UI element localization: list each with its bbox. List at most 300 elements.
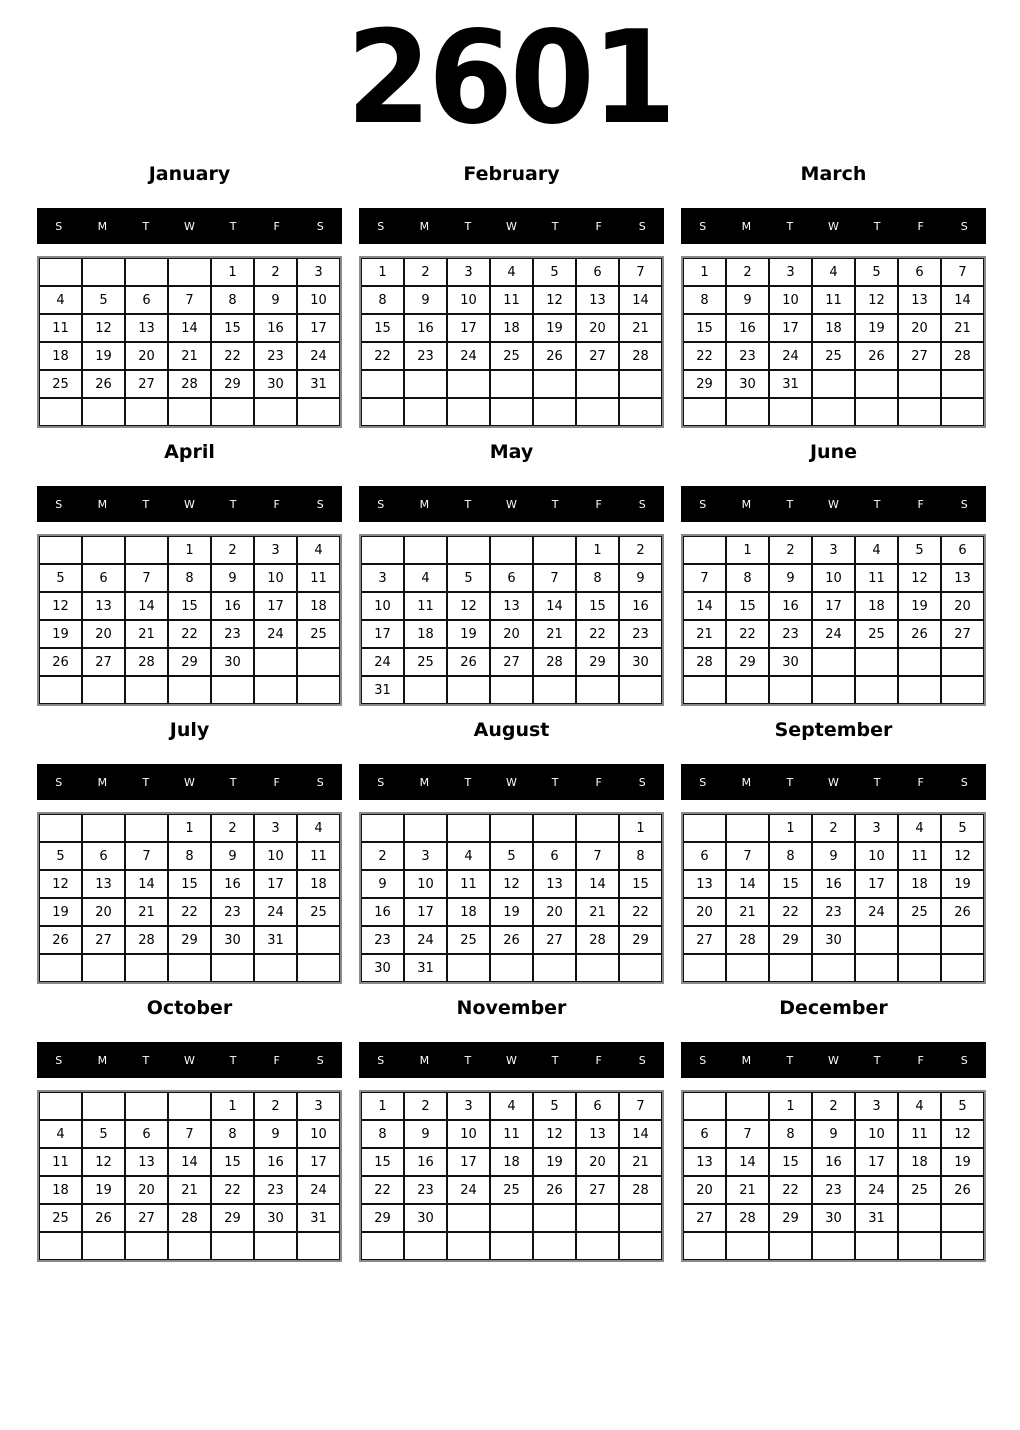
day-cell (490, 814, 533, 842)
weekday-label: M (741, 775, 752, 789)
month-august (359, 706, 664, 984)
day-cell: 27 (82, 648, 125, 676)
day-cell (82, 536, 125, 564)
weekday-label: M (741, 497, 752, 511)
day-cell: 14 (941, 286, 984, 314)
day-cell: 21 (683, 620, 726, 648)
weekday-header-row (681, 1042, 986, 1078)
day-cell: 2 (361, 842, 404, 870)
day-cell: 19 (533, 1148, 576, 1176)
month-name: January (148, 163, 231, 185)
day-cell (39, 536, 82, 564)
weekday-header-row (681, 764, 986, 800)
day-cell (490, 398, 533, 426)
day-cell: 30 (211, 648, 254, 676)
day-cell (533, 676, 576, 704)
day-cell: 2 (726, 258, 769, 286)
weekday-label: T (142, 775, 150, 789)
day-cell: 16 (254, 1148, 297, 1176)
day-cell: 25 (898, 1176, 941, 1204)
day-cell (683, 676, 726, 704)
day-cell: 3 (855, 1092, 898, 1120)
weekday-label: M (97, 775, 108, 789)
day-cell: 22 (361, 1176, 404, 1204)
day-cell: 12 (941, 1120, 984, 1148)
weekday-label: W (506, 775, 517, 789)
day-cell: 6 (533, 842, 576, 870)
day-cell: 13 (82, 592, 125, 620)
day-cell: 26 (82, 1204, 125, 1232)
day-cell (769, 676, 812, 704)
month-march (681, 150, 986, 428)
day-grid (681, 1090, 986, 1262)
day-grid (681, 534, 986, 706)
day-cell: 13 (125, 314, 168, 342)
day-cell: 24 (812, 620, 855, 648)
year-title: 2601 (346, 4, 674, 153)
day-cell: 15 (361, 314, 404, 342)
day-cell: 17 (361, 620, 404, 648)
day-cell (211, 676, 254, 704)
day-cell: 30 (769, 648, 812, 676)
day-cell: 4 (898, 814, 941, 842)
weekday-label: T (464, 219, 472, 233)
day-cell: 29 (211, 370, 254, 398)
day-cell: 22 (211, 342, 254, 370)
day-cell (297, 1232, 340, 1260)
day-cell: 21 (941, 314, 984, 342)
day-cell: 22 (769, 898, 812, 926)
day-cell (447, 676, 490, 704)
day-cell (168, 258, 211, 286)
day-cell: 3 (812, 536, 855, 564)
weekday-header-row (681, 486, 986, 522)
day-cell: 23 (619, 620, 662, 648)
day-cell: 26 (490, 926, 533, 954)
weekday-label: W (184, 219, 195, 233)
weekday-label: M (419, 497, 430, 511)
day-cell (855, 954, 898, 982)
day-grid (359, 812, 664, 984)
day-cell: 30 (404, 1204, 447, 1232)
day-cell: 3 (855, 814, 898, 842)
day-cell (941, 648, 984, 676)
weekday-header-row (681, 208, 986, 244)
day-cell: 19 (82, 1176, 125, 1204)
day-cell (404, 814, 447, 842)
day-cell: 19 (490, 898, 533, 926)
day-cell (726, 1232, 769, 1260)
weekday-label: T (464, 497, 472, 511)
day-cell (490, 1232, 533, 1260)
day-cell (297, 926, 340, 954)
day-cell: 18 (490, 1148, 533, 1176)
day-cell: 15 (683, 314, 726, 342)
day-cell: 20 (898, 314, 941, 342)
day-cell: 13 (533, 870, 576, 898)
day-cell: 27 (683, 1204, 726, 1232)
day-cell (125, 814, 168, 842)
day-cell: 15 (361, 1148, 404, 1176)
day-cell: 8 (361, 286, 404, 314)
day-cell (855, 676, 898, 704)
day-cell: 17 (855, 1148, 898, 1176)
weekday-label: T (786, 497, 794, 511)
weekday-label: T (142, 1053, 150, 1067)
day-cell: 25 (855, 620, 898, 648)
day-cell: 25 (404, 648, 447, 676)
day-cell (361, 1232, 404, 1260)
day-cell: 6 (941, 536, 984, 564)
weekday-label: M (97, 1053, 108, 1067)
weekday-label: S (960, 1053, 968, 1067)
day-cell (576, 954, 619, 982)
day-cell: 15 (769, 1148, 812, 1176)
day-cell (404, 370, 447, 398)
weekday-header-row (359, 1042, 664, 1078)
day-cell: 9 (769, 564, 812, 592)
day-cell (898, 648, 941, 676)
day-cell: 10 (812, 564, 855, 592)
day-cell (855, 648, 898, 676)
day-cell: 9 (404, 1120, 447, 1148)
day-cell: 17 (254, 870, 297, 898)
day-cell (490, 954, 533, 982)
weekday-label: S (316, 219, 324, 233)
day-cell: 20 (683, 1176, 726, 1204)
day-cell: 10 (855, 842, 898, 870)
day-cell (941, 954, 984, 982)
day-cell (361, 398, 404, 426)
day-cell (769, 954, 812, 982)
day-cell: 17 (447, 314, 490, 342)
weekday-label: F (917, 497, 924, 511)
day-cell (211, 398, 254, 426)
day-cell (125, 1092, 168, 1120)
weekday-label: S (699, 497, 707, 511)
day-cell: 22 (361, 342, 404, 370)
day-cell: 4 (447, 842, 490, 870)
day-cell: 19 (533, 314, 576, 342)
day-cell: 16 (361, 898, 404, 926)
day-cell (254, 398, 297, 426)
day-cell: 12 (490, 870, 533, 898)
day-cell: 11 (855, 564, 898, 592)
day-cell (941, 926, 984, 954)
day-cell: 6 (82, 842, 125, 870)
weekday-label: W (828, 775, 839, 789)
day-cell: 24 (254, 620, 297, 648)
day-cell (361, 536, 404, 564)
day-cell (361, 370, 404, 398)
weekday-label: T (551, 497, 559, 511)
day-cell (404, 536, 447, 564)
day-cell (855, 926, 898, 954)
day-cell: 3 (447, 258, 490, 286)
weekday-label: T (229, 219, 237, 233)
day-cell: 21 (576, 898, 619, 926)
day-cell (125, 258, 168, 286)
day-cell (168, 398, 211, 426)
day-cell: 2 (769, 536, 812, 564)
day-cell: 8 (726, 564, 769, 592)
day-cell: 26 (82, 370, 125, 398)
weekday-label: T (142, 497, 150, 511)
day-cell: 4 (812, 258, 855, 286)
day-cell: 9 (619, 564, 662, 592)
day-grid (359, 1090, 664, 1262)
day-cell: 20 (683, 898, 726, 926)
day-cell: 2 (619, 536, 662, 564)
day-cell: 18 (812, 314, 855, 342)
day-cell: 21 (726, 898, 769, 926)
day-cell (168, 954, 211, 982)
day-cell: 20 (490, 620, 533, 648)
day-cell: 10 (297, 1120, 340, 1148)
day-cell: 18 (898, 1148, 941, 1176)
day-cell: 29 (211, 1204, 254, 1232)
day-cell: 13 (683, 870, 726, 898)
day-cell (447, 370, 490, 398)
weekday-label: T (464, 775, 472, 789)
day-cell: 13 (941, 564, 984, 592)
day-cell: 2 (404, 1092, 447, 1120)
day-cell: 23 (404, 342, 447, 370)
day-cell: 25 (39, 1204, 82, 1232)
weekday-label: S (699, 1053, 707, 1067)
day-cell: 12 (82, 1148, 125, 1176)
day-cell: 28 (125, 648, 168, 676)
day-cell: 10 (769, 286, 812, 314)
day-cell (211, 954, 254, 982)
day-cell: 8 (211, 286, 254, 314)
day-cell: 22 (211, 1176, 254, 1204)
day-cell: 21 (619, 1148, 662, 1176)
day-cell: 13 (576, 1120, 619, 1148)
day-cell: 27 (683, 926, 726, 954)
weekday-label: M (741, 1053, 752, 1067)
day-cell: 11 (490, 286, 533, 314)
day-cell: 29 (769, 1204, 812, 1232)
month-september (681, 706, 986, 984)
day-cell: 21 (726, 1176, 769, 1204)
day-cell: 10 (297, 286, 340, 314)
day-cell: 29 (683, 370, 726, 398)
day-cell: 31 (297, 1204, 340, 1232)
day-cell (855, 1232, 898, 1260)
weekday-label: S (638, 219, 646, 233)
day-cell: 20 (576, 314, 619, 342)
day-cell (683, 536, 726, 564)
day-cell: 14 (168, 314, 211, 342)
day-cell: 8 (361, 1120, 404, 1148)
day-cell (619, 954, 662, 982)
day-cell: 10 (254, 842, 297, 870)
day-cell: 26 (941, 1176, 984, 1204)
weekday-label: W (506, 1053, 517, 1067)
day-cell: 6 (125, 286, 168, 314)
day-cell: 21 (168, 1176, 211, 1204)
day-cell: 1 (168, 536, 211, 564)
day-cell: 14 (619, 286, 662, 314)
calendar-page (0, 4, 1020, 1262)
day-cell: 7 (726, 842, 769, 870)
day-cell: 15 (619, 870, 662, 898)
weekday-label: S (316, 497, 324, 511)
day-cell: 17 (447, 1148, 490, 1176)
day-cell (168, 676, 211, 704)
day-cell: 13 (576, 286, 619, 314)
day-cell (533, 536, 576, 564)
weekday-header-row (37, 1042, 342, 1078)
day-cell: 14 (726, 870, 769, 898)
weekday-header-row (359, 764, 664, 800)
day-cell: 30 (812, 1204, 855, 1232)
day-cell: 22 (619, 898, 662, 926)
day-cell (82, 398, 125, 426)
weekday-label: W (184, 497, 195, 511)
day-cell: 15 (726, 592, 769, 620)
day-cell (39, 258, 82, 286)
day-cell: 8 (576, 564, 619, 592)
day-cell: 16 (769, 592, 812, 620)
day-cell: 30 (254, 370, 297, 398)
day-cell: 4 (404, 564, 447, 592)
month-name: October (146, 997, 233, 1019)
weekday-label: S (377, 775, 385, 789)
day-cell: 6 (576, 1092, 619, 1120)
weekday-label: T (551, 1053, 559, 1067)
weekday-header-row (359, 208, 664, 244)
day-cell: 24 (254, 898, 297, 926)
day-cell (254, 676, 297, 704)
day-cell: 1 (361, 258, 404, 286)
weekday-label: S (377, 1053, 385, 1067)
day-cell: 29 (576, 648, 619, 676)
day-cell: 2 (404, 258, 447, 286)
day-cell: 12 (941, 842, 984, 870)
weekday-label: F (595, 219, 602, 233)
day-cell: 28 (576, 926, 619, 954)
day-cell: 9 (211, 564, 254, 592)
day-cell: 9 (726, 286, 769, 314)
weekday-label: T (873, 1053, 881, 1067)
day-cell: 6 (576, 258, 619, 286)
day-cell: 9 (211, 842, 254, 870)
day-cell: 7 (533, 564, 576, 592)
day-cell: 4 (297, 814, 340, 842)
day-cell: 15 (211, 1148, 254, 1176)
day-cell: 13 (683, 1148, 726, 1176)
day-cell: 21 (619, 314, 662, 342)
day-cell: 23 (361, 926, 404, 954)
month-name: March (800, 163, 867, 185)
day-cell: 14 (533, 592, 576, 620)
day-cell: 2 (254, 258, 297, 286)
day-cell (82, 258, 125, 286)
day-cell: 8 (211, 1120, 254, 1148)
day-cell (619, 398, 662, 426)
month-may (359, 428, 664, 706)
weekday-label: M (97, 219, 108, 233)
weekday-label: T (551, 775, 559, 789)
day-cell (490, 1204, 533, 1232)
day-cell: 30 (726, 370, 769, 398)
weekday-label: T (229, 1053, 237, 1067)
day-cell: 3 (447, 1092, 490, 1120)
weekday-label: W (506, 219, 517, 233)
day-cell (447, 398, 490, 426)
day-cell: 10 (447, 286, 490, 314)
day-cell: 24 (404, 926, 447, 954)
day-cell: 23 (254, 342, 297, 370)
day-cell (726, 398, 769, 426)
day-cell: 31 (254, 926, 297, 954)
day-cell: 8 (683, 286, 726, 314)
day-cell: 25 (39, 370, 82, 398)
day-cell (941, 1204, 984, 1232)
day-cell (576, 1204, 619, 1232)
day-cell: 21 (125, 620, 168, 648)
day-cell: 28 (683, 648, 726, 676)
day-cell: 16 (211, 870, 254, 898)
day-cell: 27 (576, 342, 619, 370)
day-cell: 1 (361, 1092, 404, 1120)
day-cell: 23 (812, 898, 855, 926)
day-cell: 16 (812, 870, 855, 898)
weekday-label: T (229, 775, 237, 789)
day-cell (125, 398, 168, 426)
day-cell (898, 1204, 941, 1232)
day-cell (683, 1092, 726, 1120)
day-cell (812, 648, 855, 676)
day-cell: 15 (769, 870, 812, 898)
day-grid (681, 256, 986, 428)
month-name: September (774, 719, 893, 741)
day-cell: 7 (125, 842, 168, 870)
day-cell: 12 (39, 592, 82, 620)
day-grid (37, 1090, 342, 1262)
day-cell: 29 (619, 926, 662, 954)
day-cell: 11 (898, 1120, 941, 1148)
day-cell: 24 (361, 648, 404, 676)
weekday-label: W (506, 497, 517, 511)
weekday-label: M (419, 219, 430, 233)
day-cell: 17 (254, 592, 297, 620)
day-cell: 29 (726, 648, 769, 676)
day-cell: 17 (297, 314, 340, 342)
day-cell (404, 1232, 447, 1260)
day-cell: 6 (82, 564, 125, 592)
day-cell: 11 (812, 286, 855, 314)
day-cell: 9 (812, 1120, 855, 1148)
day-cell: 11 (297, 564, 340, 592)
day-cell: 24 (855, 1176, 898, 1204)
day-cell: 15 (168, 592, 211, 620)
weekday-header-row (37, 208, 342, 244)
day-cell: 14 (125, 592, 168, 620)
day-cell: 5 (82, 1120, 125, 1148)
day-cell: 26 (941, 898, 984, 926)
day-cell (576, 398, 619, 426)
day-cell: 19 (855, 314, 898, 342)
day-cell (211, 1232, 254, 1260)
day-cell: 2 (254, 1092, 297, 1120)
day-cell (769, 1232, 812, 1260)
day-cell: 10 (447, 1120, 490, 1148)
weekday-label: S (316, 1053, 324, 1067)
day-cell: 23 (404, 1176, 447, 1204)
